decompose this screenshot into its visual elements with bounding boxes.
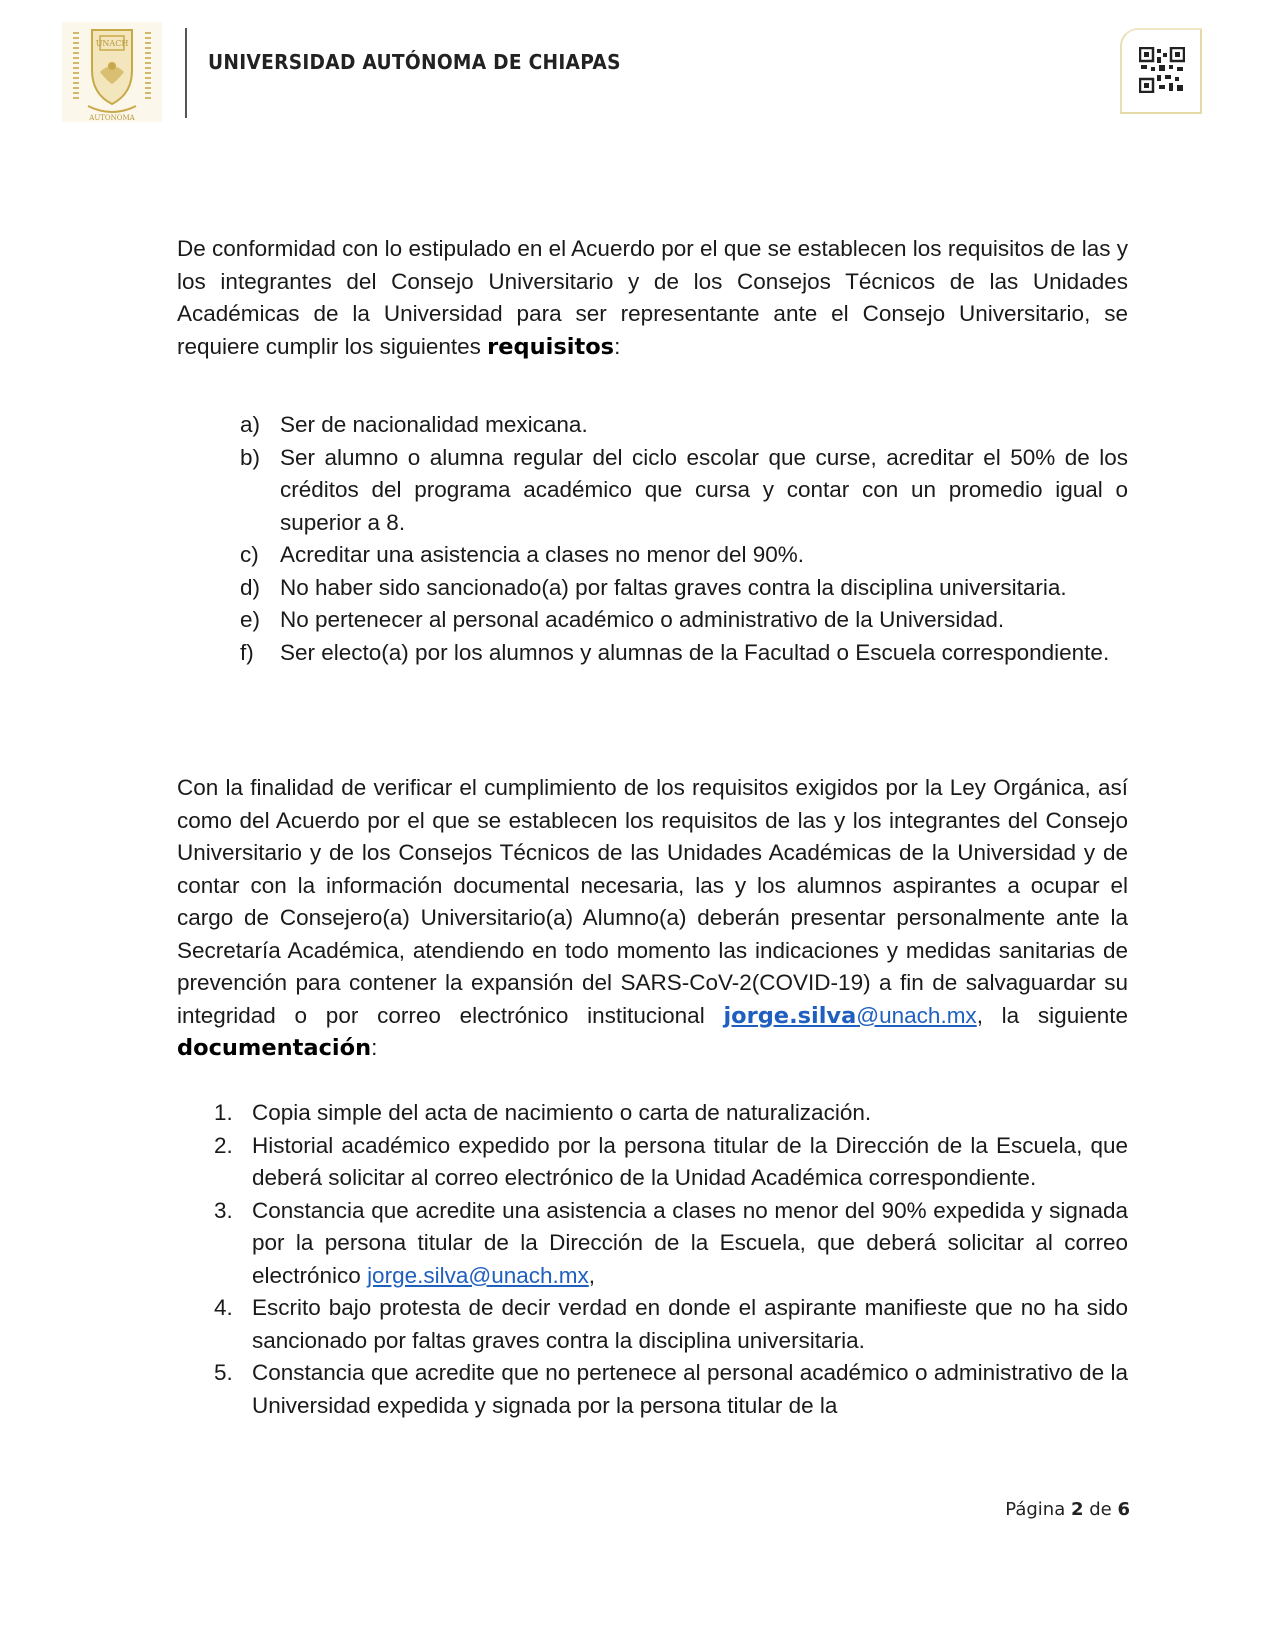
requisitos-bold: requisitos [487,333,615,360]
list-marker: 2. [214,1132,233,1158]
requirement-text: Ser de nacionalidad mexicana. [280,412,588,437]
qr-code-frame [1120,28,1202,114]
list-marker: 4. [214,1295,233,1320]
list-marker: d) [240,574,261,600]
requirement-item [240,637,1128,670]
document-item [214,1097,1128,1130]
document-text-after: , [588,1262,596,1288]
list-marker: 3. [214,1197,233,1223]
header-divider [185,28,187,118]
requirement-item [240,539,1128,572]
requirement-text: Acreditar una asistencia a clases no menor del 90%. [280,542,805,567]
intro-paragraph [177,233,1128,363]
list-marker: e) [240,607,261,632]
document-item [214,1130,1128,1195]
document-item [214,1357,1128,1422]
page-word: Página [1005,1499,1066,1520]
institutional-email-link[interactable] [723,1003,976,1028]
page-number [1005,1499,1130,1520]
verification-paragraph [177,772,1128,1065]
email-domain-part[interactable]: @unach.mx [856,1002,977,1028]
verification-text: Con la finalidad de verificar el cumplimiento de los requisitos exigidos por la Ley Orgánica, así como del Acuerdo por el que se establecen los requisitos de las y los integrantes del Consejo Universitario y de los Consejos Técnicos de las Unidades Académicas de la Universidad y de contar con la información documental necesaria, las y los alumnos aspirantes a ocupar el cargo de Consejero(a) Universitario(a) Alumno(a) deberán presentar personalmente ante la Secretaría Académica, atendiendo en todo momento las indicaciones y medidas sanitarias de prevención para contener la expansión del SARS-CoV-2(COVID-19) a fin de salvaguardar su integridad o por correo electrónico institucional [177,775,1128,1028]
requirement-item [240,409,1128,442]
list-marker: f) [240,639,254,665]
list-marker: b) [240,444,261,470]
email-user-part[interactable]: jorge.silva [723,1002,857,1029]
documents-list [214,1097,1128,1422]
document-text: Copia simple del acta de nacimiento o carta de naturalización. [252,1100,872,1125]
list-marker: 1. [214,1100,233,1125]
current-page: 2 [1070,1499,1084,1520]
list-marker: c) [240,542,259,567]
qr-code-icon [1139,47,1185,93]
documentacion-bold: documentación [177,1035,372,1061]
total-pages: 6 [1117,1499,1130,1520]
verification-tail: : [371,1035,378,1060]
document-text: Escrito bajo protesta de decir verdad en donde el aspirante manifieste que no ha sido sancionado por faltas graves contra la disciplina universitaria. [252,1295,1128,1353]
document-item [214,1292,1128,1357]
requirement-text: Ser electo(a) por los alumnos y alumnas de la Facultad o Escuela correspondiente. [280,639,1110,665]
requirement-item [240,604,1128,637]
requirement-text: Ser alumno o alumna regular del ciclo escolar que curse, acreditar el 50% de los créditos del programa académico que cursa y contar con un promedio igual o superior a 8. [280,444,1128,535]
list-marker: 5. [214,1360,233,1385]
requirement-item [240,572,1128,605]
document-item [214,1195,1128,1293]
email-link[interactable]: jorge.silva@unach.mx [367,1262,589,1288]
requirement-item [240,442,1128,540]
requirements-list [240,409,1128,669]
svg-text:AUTONOMA: AUTONOMA [89,114,135,122]
intro-tail: : [614,333,621,359]
intro-text: De conformidad con lo estipulado en el Acuerdo por el que se establecen los requisitos de las y los integrantes del Consejo Universitario y de los Consejos Técnicos de las Unidades Académicas de la Universidad para ser representante ante el Consejo Universitario, se requiere cumplir los siguientes [177,236,1128,359]
requirement-text: No haber sido sancionado(a) por faltas graves contra la disciplina universitaria. [280,574,1067,600]
document-text: Historial académico expedido por la persona titular de la Dirección de la Escuela, que deberá solicitar al correo electrónico de la Unidad Académica correspondiente. [252,1132,1128,1190]
of-word: de [1089,1499,1112,1520]
document-text: Constancia que acredite que no pertenece al personal académico o administrativo de la Universidad expedida y signada por la persona titular de la [252,1360,1128,1418]
svg-text:UNACH: UNACH [95,39,129,48]
university-name: UNIVERSIDAD AUTÓNOMA DE CHIAPAS [208,50,621,74]
document-text: Constancia que acredite una asistencia a clases no menor del 90% expedida y signada por la persona titular de la Dirección de la Escuela, que deberá solicitar al correo electrónico [252,1197,1128,1288]
verification-middle: , la siguiente [976,1002,1128,1028]
university-crest-icon [62,22,162,122]
requirement-text: No pertenecer al personal académico o administrativo de la Universidad. [280,607,1005,632]
list-marker: a) [240,412,261,437]
university-logo [62,22,162,122]
